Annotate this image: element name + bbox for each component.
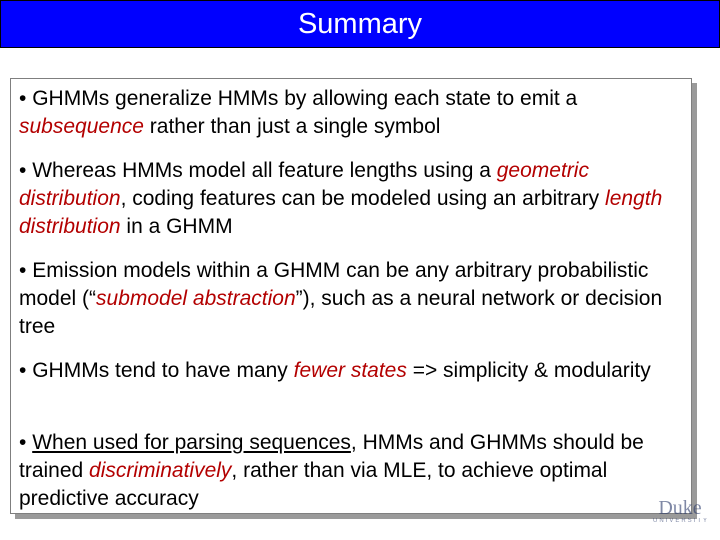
title-bar: [0, 0, 720, 48]
bullet-5-text: , HMMs and GHMMs should be trained: [19, 431, 644, 482]
bullet-marker: •: [19, 431, 27, 454]
bullet-marker: •: [19, 159, 27, 182]
bullet-3-emphasis: submodel abstraction: [96, 287, 296, 310]
bullet-3: [19, 257, 687, 341]
bullet-2-emphasis: length distribution: [19, 187, 663, 238]
bullet-marker: •: [19, 259, 27, 282]
bullet-2-text: Whereas HMMs model all feature lengths using a: [32, 159, 497, 182]
bullet-2-text: in a GHMM: [120, 215, 233, 238]
content-box: [10, 78, 692, 514]
bullet-marker: •: [19, 359, 27, 382]
bullet-1-text: GHMMs generalize HMMs by allowing each state to emit a: [32, 87, 578, 110]
duke-logo-sub: UNIVERSITY: [653, 518, 710, 524]
bullet-3-text: Emission models within a GHMM can be any arbitrary probabilistic model (“: [19, 259, 649, 310]
bullet-5-underlined: When used for parsing sequences: [32, 431, 351, 454]
bullet-4-emphasis: fewer states: [293, 359, 407, 382]
duke-logo: [653, 497, 710, 532]
bullet-2-text: , coding features can be modeled using an arbitrary: [120, 187, 606, 210]
bullet-1-text: rather than just a single symbol: [143, 115, 441, 138]
bullet-3-text: ”), such as a neural network or decision tree: [19, 287, 663, 338]
bullet-5: [19, 429, 687, 513]
bullet-1-emphasis: subsequence: [19, 115, 144, 138]
bullet-2-emphasis: geometric distribution: [19, 159, 589, 210]
slide-title: Summary: [297, 7, 423, 40]
bullet-4: [19, 357, 687, 385]
bullet-marker: •: [19, 87, 27, 110]
bullet-5-emphasis: discriminatively: [89, 459, 232, 482]
bullet-4-text: GHMMs tend to have many: [32, 359, 294, 382]
bullet-5-text: , rather than via MLE, to achieve optimal predictive accuracy: [19, 459, 608, 510]
bullet-4-text: => simplicity & modularity: [406, 359, 651, 382]
duke-logo-word: Duke: [658, 497, 702, 519]
bullet-2: [19, 157, 687, 241]
bullet-1: [19, 85, 687, 141]
